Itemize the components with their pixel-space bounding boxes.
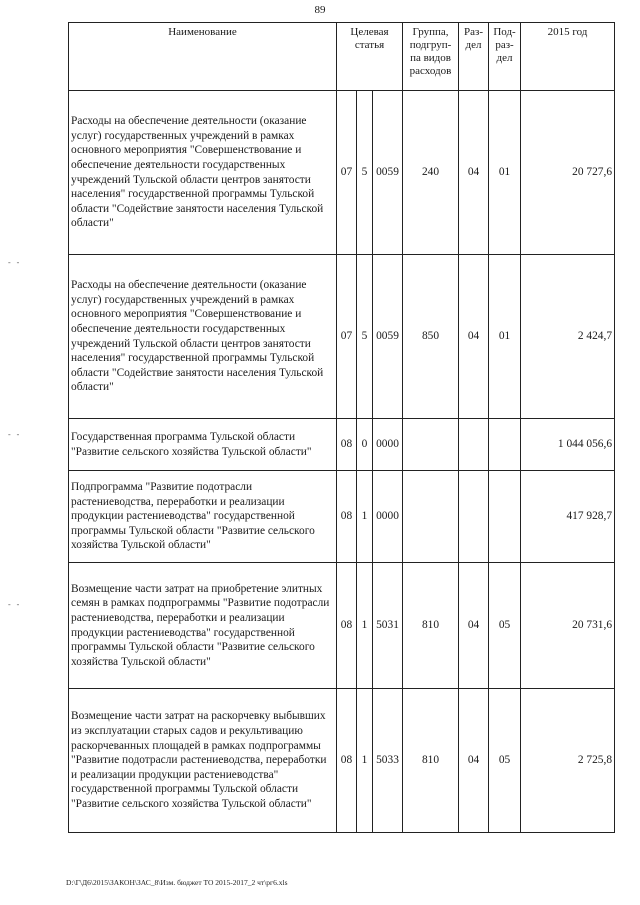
amount-cell: 2 725,8 (521, 689, 615, 833)
target-code-direction: 5031 (373, 563, 403, 689)
expense-group-cell: 810 (403, 689, 459, 833)
expense-group-cell: 240 (403, 91, 459, 255)
header-section: Раз-дел (459, 23, 489, 91)
subsection-cell: 05 (489, 689, 521, 833)
expense-group-cell: 810 (403, 563, 459, 689)
target-code-direction: 5033 (373, 689, 403, 833)
amount-cell: 20 731,6 (521, 563, 615, 689)
target-code-program: 08 (337, 689, 357, 833)
amount-cell: 2 424,7 (521, 255, 615, 419)
table-row (69, 563, 615, 689)
margin-mark: - - (8, 430, 22, 439)
subsection-cell (489, 419, 521, 471)
target-code-direction: 0000 (373, 471, 403, 563)
target-code-subprogram: 0 (357, 419, 373, 471)
amount-cell: 417 928,7 (521, 471, 615, 563)
target-code-subprogram: 1 (357, 563, 373, 689)
expense-group-cell (403, 419, 459, 471)
margin-mark: - - (8, 258, 22, 267)
section-cell (459, 419, 489, 471)
target-code-program: 07 (337, 91, 357, 255)
target-code-direction: 0059 (373, 255, 403, 419)
expense-group-cell: 850 (403, 255, 459, 419)
target-code-subprogram: 1 (357, 471, 373, 563)
header-year: 2015 год (521, 23, 615, 91)
table-row (69, 471, 615, 563)
section-cell: 04 (459, 91, 489, 255)
table-row (69, 255, 615, 419)
subsection-cell: 01 (489, 255, 521, 419)
target-code-direction: 0000 (373, 419, 403, 471)
target-code-subprogram: 1 (357, 689, 373, 833)
header-group: Группа, подгруп-па видов расходов (403, 23, 459, 91)
header-subsection: Под-раз-дел (489, 23, 521, 91)
target-code-program: 08 (337, 419, 357, 471)
budget-table (68, 22, 615, 833)
amount-cell: 1 044 056,6 (521, 419, 615, 471)
table-row (69, 689, 615, 833)
target-code-subprogram: 5 (357, 255, 373, 419)
row-name-cell: Государственная программа Тульской области "Развитие сельского хозяйства Тульской области" (69, 419, 337, 471)
page-number: 89 (314, 4, 326, 16)
header-target-article: Целевая статья (337, 23, 403, 91)
row-name-cell: Подпрограмма "Развитие подотрасли растениеводства, переработки и реализации продукции растениеводства" государственной программы Тульской области "Развитие сельского хозяйства Тульской области" (69, 471, 337, 563)
header-name: Наименование (69, 23, 337, 91)
target-code-program: 08 (337, 563, 357, 689)
row-name-cell: Расходы на обеспечение деятельности (оказание услуг) государственных учреждений в рамках основного мероприятия "Совершенствование и обеспечение деятельности государственных учреждений Тульской области центров занятости населения" государственной программы Тульской области "Содействие занятости населения Тульской области" (69, 255, 337, 419)
target-code-subprogram: 5 (357, 91, 373, 255)
target-code-direction: 0059 (373, 91, 403, 255)
section-cell: 04 (459, 255, 489, 419)
target-code-program: 07 (337, 255, 357, 419)
expense-group-cell (403, 471, 459, 563)
amount-cell: 20 727,6 (521, 91, 615, 255)
target-code-program: 08 (337, 471, 357, 563)
file-path-footer: D:\Г\Д6\2015\ЗАКОН\ЗАС_8\Изм. бюджет ТО 2015-2017_2 чт\рг6.xls (66, 878, 288, 887)
row-name-cell: Возмещение части затрат на раскорчевку выбывших из эксплуатации старых садов и рекультивацию раскорчеванных площадей в рамках подпрограммы "Развитие подотрасли растениеводства, переработки и реализации продукции растениеводства" государственной программы Тульской области "Развитие сельского хозяйства Тульской области" (69, 689, 337, 833)
subsection-cell: 01 (489, 91, 521, 255)
table-row (69, 419, 615, 471)
subsection-cell: 05 (489, 563, 521, 689)
table-header-row (69, 23, 615, 91)
row-name-cell: Расходы на обеспечение деятельности (оказание услуг) государственных учреждений в рамках основного мероприятия "Совершенствование и обеспечение деятельности государственных учреждений Тульской области центров занятости населения" государственной программы Тульской области "Содействие занятости населения Тульской области" (69, 91, 337, 255)
section-cell: 04 (459, 689, 489, 833)
margin-mark: - - (8, 600, 22, 609)
subsection-cell (489, 471, 521, 563)
section-cell (459, 471, 489, 563)
section-cell: 04 (459, 563, 489, 689)
row-name-cell: Возмещение части затрат на приобретение элитных семян в рамках подпрограммы "Развитие подотрасли растениеводства, переработки и реализации продукции растениеводства" государственной программы Тульской области "Развитие сельского хозяйства Тульской области" (69, 563, 337, 689)
table-row (69, 91, 615, 255)
